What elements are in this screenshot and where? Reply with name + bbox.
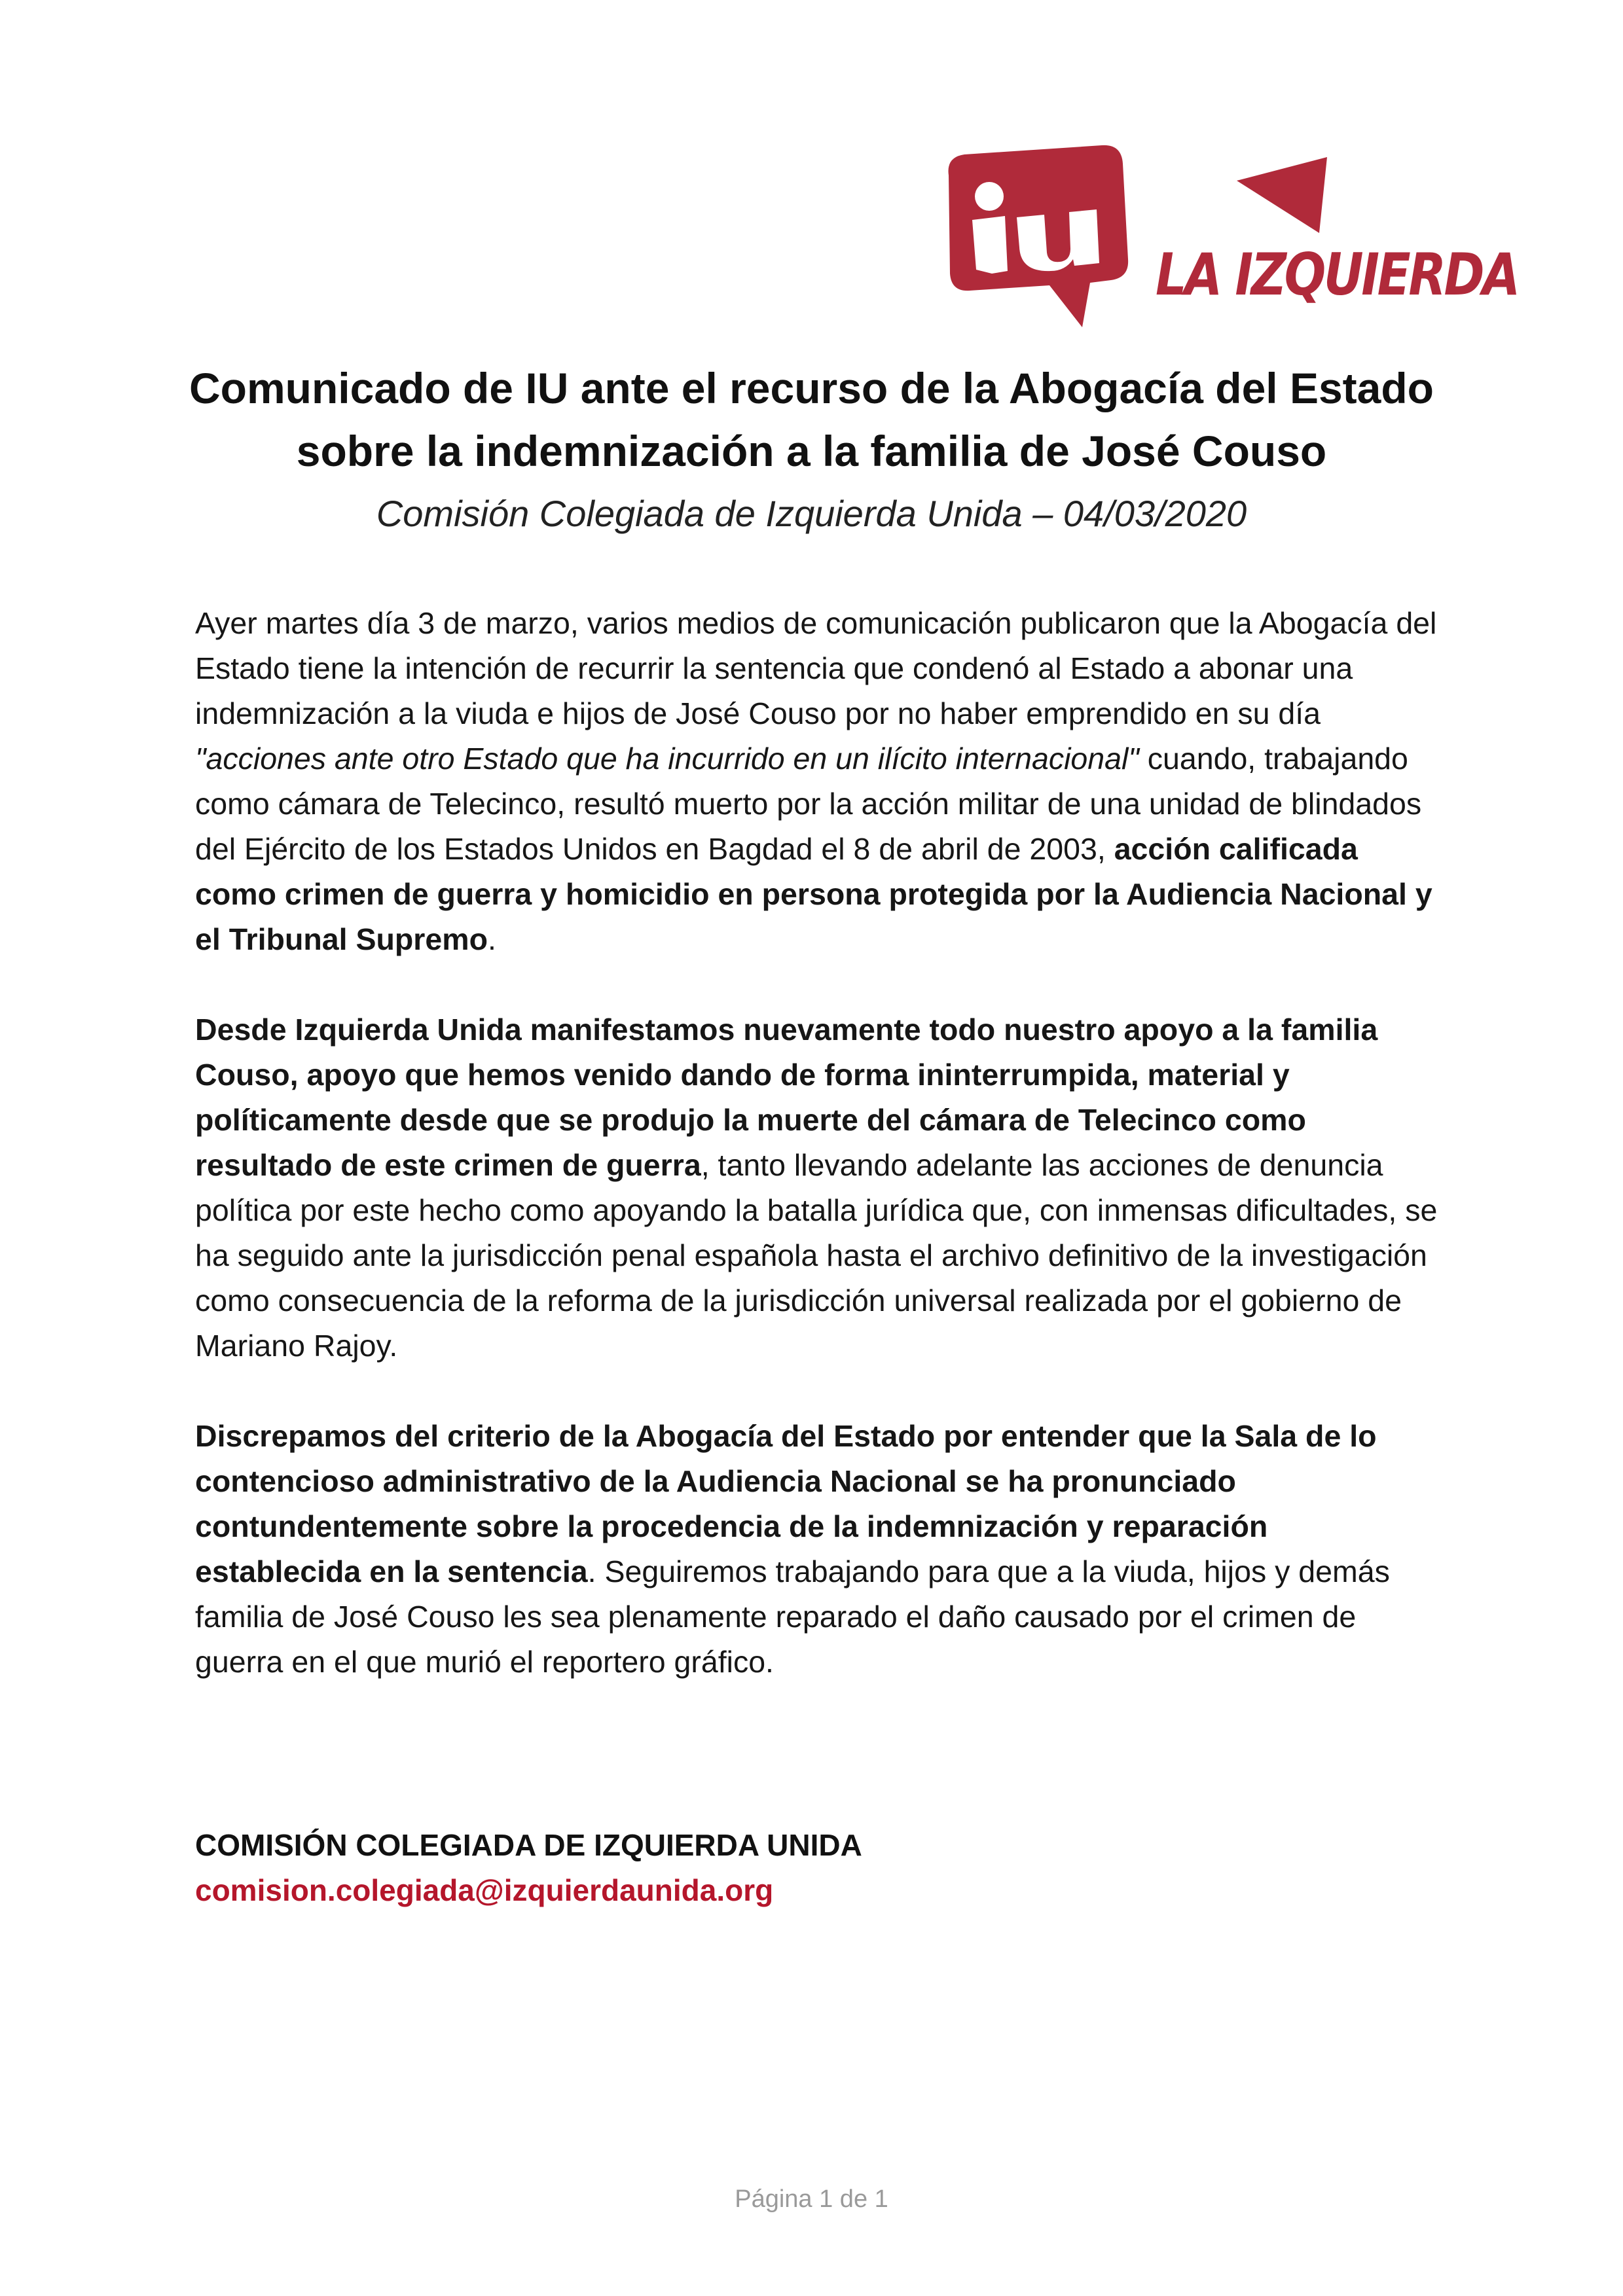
subtitle: Comisión Colegiada de Izquierda Unida – 04/03/2020 (376, 493, 1247, 534)
title-line-2: sobre la indemnización a la familia de José Couso (296, 427, 1327, 475)
paragraph-2 (195, 1007, 1439, 1369)
page-title (131, 357, 1492, 482)
signature-email-link[interactable]: comision.colegiada@izquierdaunida.org (195, 1873, 774, 1907)
p1-text-3: . (488, 922, 496, 956)
paragraph-3 (195, 1414, 1439, 1685)
title-line-1: Comunicado de IU ante el recurso de la Abogacía del Estado (189, 364, 1434, 412)
logo (939, 143, 1518, 339)
logo-wordmark: LA IZQUIERDA (1156, 241, 1518, 308)
page-number: Página 1 de 1 (735, 2185, 888, 2213)
p3-bold: Discrepamos del criterio de la Abogacía del Estado por entender que la Sala de lo contencioso administrativo de la Audiencia Nacional se ha pronunciado contundentemente sobre la procedencia de la indemnización y reparación establecida en la sentencia (195, 1419, 1377, 1588)
p1-quote: "acciones ante otro Estado que ha incurrido en un ilícito internacional" (195, 742, 1139, 776)
p1-text-2: cuando, trabajando como cámara de Telecinco, resultó muerto por la acción militar de una unidad de blindados del Ejército de los Estados Unidos en Bagdad el 8 de abril de 2003, (195, 742, 1422, 866)
p1-text-1: Ayer martes día 3 de marzo, varios medios de comunicación publicaron que la Abogacía del Estado tiene la intención de recurrir la sentencia que condenó al Estado a abonar una indemnización a la viuda e hijos de José Couso por no haber emprendido en su día (195, 606, 1437, 730)
paragraph-1 (195, 601, 1439, 962)
p1-bold: acción calificada como crimen de guerra y homicidio en persona protegida por la Audiencia Nacional y el Tribunal Supremo (195, 832, 1432, 956)
p2-text-1: , tanto llevando adelante las acciones de denuncia política por este hecho como apoyando la batalla jurídica que, con inmensas dificultades, se ha seguido ante la jurisdicción penal española hasta el archivo definitivo de la investigación como consecuencia de la reforma de la jurisdicción universal realizada por el gobierno de Mariano Rajoy. (195, 1148, 1438, 1363)
p2-bold: Desde Izquierda Unida manifestamos nuevamente todo nuestro apoyo a la familia Couso, apoyo que hemos venido dando de forma ininterrumpida, material y políticamente desde que se produjo la muerte del cámara de Telecinco como resultado de este crimen de guerra (195, 1013, 1378, 1182)
signature-name: COMISIÓN COLEGIADA DE IZQUIERDA UNIDA (195, 1828, 862, 1862)
p3-text-1: . Seguiremos trabajando para que a la viuda, hijos y demás familia de José Couso les sea plenamente reparado el daño causado por el crimen de guerra en el que murió el reportero gráfico. (195, 1554, 1390, 1679)
